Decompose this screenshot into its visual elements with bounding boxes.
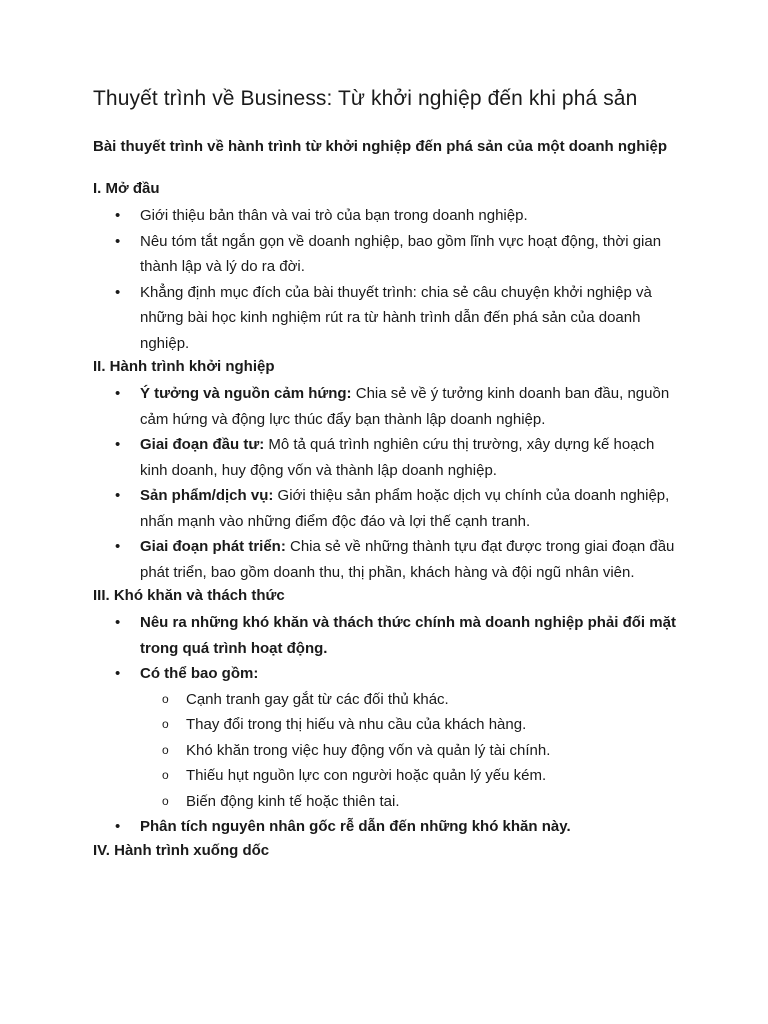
bullet-icon: • [115, 283, 121, 301]
list-item-lead: Sản phẩm/dịch vụ: [140, 487, 274, 504]
list-item-lead: Có thể bao gồm: [140, 665, 259, 682]
sub-list-item-text: Cạnh tranh gay gắt từ các đối thủ khác. [186, 690, 449, 708]
list-item-text: Giới thiệu sản phẩm hoặc dịch vụ chính của doanh nghiệp, nhấn mạnh vào những điểm độc đáo và lợi thế cạnh tranh. [140, 487, 670, 530]
bullet-icon: • [115, 436, 121, 453]
list-item [93, 280, 678, 357]
section-heading-3: III. Khó khăn và thách thức [93, 587, 285, 604]
list-item-text: Chia sẻ về ý tưởng kinh doanh ban đầu, nguồn cảm hứng và động lực thúc đẩy bạn thành lập doanh nghiệp. [140, 385, 670, 428]
circle-bullet-icon: o [162, 793, 169, 808]
list-item-text: Khẳng định mục đích của bài thuyết trình: chia sẻ câu chuyện khởi nghiệp và những bài học kinh nghiệm rút ra từ hành trình dẫn đến phá sản của doanh nghiệp. [140, 283, 652, 352]
bullet-icon: • [115, 614, 121, 631]
sub-list-item [140, 763, 678, 789]
list-item-text: Mô tả quá trình nghiên cứu thị trường, xây dựng kế hoạch kinh doanh, huy động vốn và thành lập doanh nghiệp. [140, 436, 655, 479]
circle-bullet-icon: o [162, 717, 169, 731]
bullet-icon: • [115, 232, 121, 250]
sub-list-item-text: Khó khăn trong việc huy động vốn và quản lý tài chính. [186, 741, 551, 759]
section-1-list [93, 203, 678, 356]
sub-list-item [140, 789, 678, 815]
list-item [93, 229, 678, 280]
sub-list-item [140, 687, 678, 713]
sub-list [140, 687, 678, 815]
section-2-list [93, 381, 678, 585]
list-item-lead: Phân tích nguyên nhân gốc rễ dẫn đến những khó khăn này. [140, 818, 571, 835]
list-item [93, 483, 678, 534]
list-item-lead: Giai đoạn đầu tư: [140, 436, 265, 453]
list-item-text: Chia sẻ về những thành tựu đạt được trong giai đoạn đầu phát triển, bao gồm doanh thu, thị phần, khách hàng và đội ngũ nhân viên. [140, 538, 675, 581]
document-title: Thuyết trình về Business: Từ khởi nghiệp đến khi phá sản [93, 87, 638, 110]
sub-list-item [140, 712, 678, 738]
sub-list-item-text: Thay đổi trong thị hiếu và nhu cầu của khách hàng. [186, 716, 527, 733]
sub-list-item-text: Thiếu hụt nguồn lực con người hoặc quản lý yếu kém. [186, 767, 547, 784]
list-item-text: Nêu tóm tắt ngắn gọn về doanh nghiệp, bao gồm lĩnh vực hoạt động, thời gian thành lập và lý do ra đời. [140, 232, 662, 275]
circle-bullet-icon: o [162, 742, 169, 757]
list-item [93, 381, 678, 432]
list-item [93, 432, 678, 483]
bullet-icon: • [115, 385, 121, 402]
bullet-icon: • [115, 538, 121, 555]
sub-list-item [140, 738, 678, 764]
document-subtitle: Bài thuyết trình về hành trình từ khởi nghiệp đến phá sản của một doanh nghiệp [93, 138, 668, 155]
list-item [93, 610, 678, 661]
circle-bullet-icon: o [162, 691, 169, 706]
bullet-icon: • [115, 818, 121, 835]
list-item-lead: Nêu ra những khó khăn và thách thức chính mà doanh nghiệp phải đối mặt trong quá trình hoạt động. [140, 614, 676, 657]
bullet-icon: • [115, 487, 121, 504]
list-item-lead: Ý tưởng và nguồn cảm hứng: [140, 385, 352, 402]
bullet-icon: • [115, 665, 121, 682]
list-item-text: Giới thiệu bản thân và vai trò của bạn trong doanh nghiệp. [140, 207, 528, 224]
bullet-icon: • [115, 207, 121, 224]
list-item [93, 534, 678, 585]
section-3-list [93, 610, 678, 840]
sub-list-item-text: Biến động kinh tế hoặc thiên tai. [186, 792, 400, 810]
section-heading-2: II. Hành trình khởi nghiệp [93, 358, 275, 375]
section-heading-4: IV. Hành trình xuống dốc [93, 841, 270, 859]
list-item-lead: Giai đoạn phát triển: [140, 538, 286, 555]
list-item [93, 203, 678, 229]
circle-bullet-icon: o [162, 768, 169, 782]
section-heading-1: I. Mở đầu [93, 180, 160, 197]
list-item [93, 661, 678, 814]
list-item [93, 814, 678, 840]
